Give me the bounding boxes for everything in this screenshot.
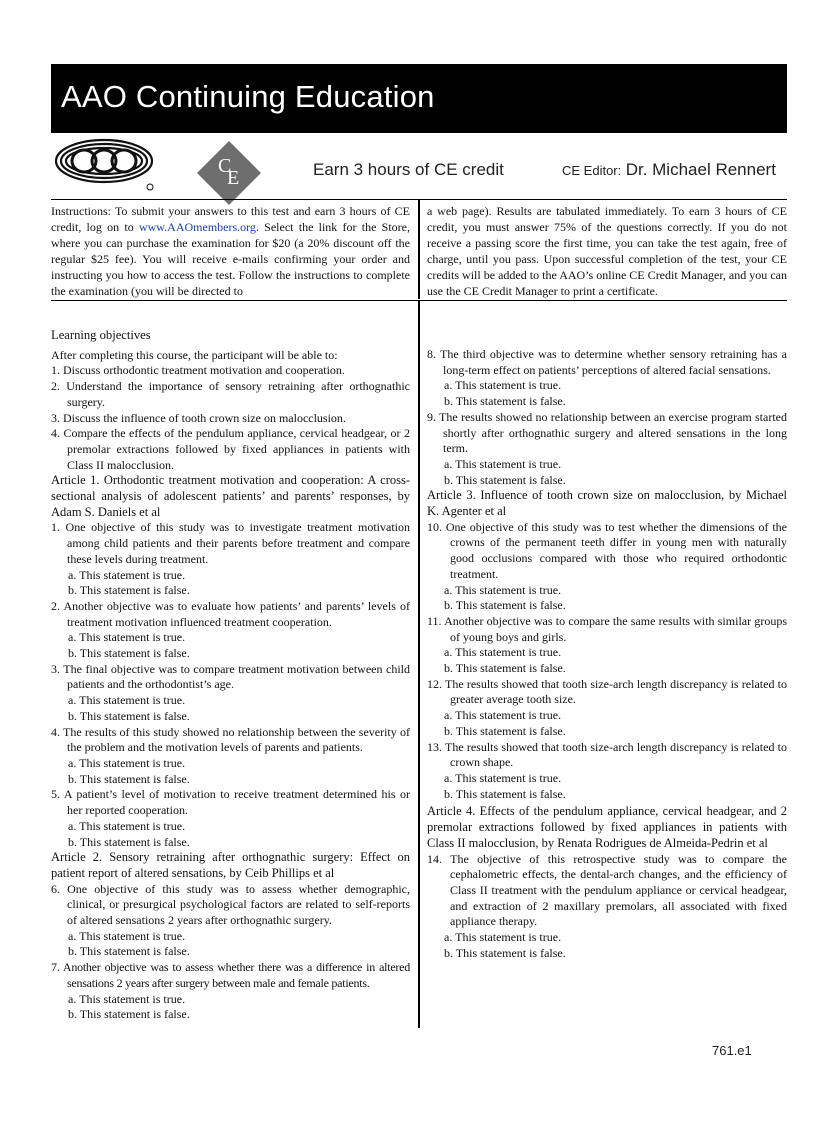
header-banner — [51, 64, 787, 133]
ce-editor-name: Dr. Michael Rennert — [625, 160, 776, 179]
answer-option[interactable]: a. This statement is true. — [444, 582, 562, 597]
answer-option[interactable]: a. This statement is true. — [68, 991, 186, 1006]
earn-credit-text: Earn 3 hours of CE credit — [313, 160, 504, 179]
answer-option[interactable]: b. This statement is false. — [68, 646, 190, 661]
question: 5. A patient’s level of motivation to receive treatment determined his or her reported cooperation. — [51, 787, 410, 818]
instructions-text-cont: . Select the link for the Store, where you can purchase the examination for $20 (a 20% discount off the regular $25 fee). You will receive e-mails confirming your order and instructing you how to access the test. Follow the instructions to complete the examination (you will be directed to — [51, 220, 411, 298]
column-divider — [418, 300, 420, 1028]
ce-editor-label: CE Editor: — [562, 163, 622, 178]
ce-logo-icon — [196, 140, 262, 206]
question: 7. Another objective was to assess whether there was a difference in altered sensations 2 years after surgery between male and female patients. — [51, 960, 410, 990]
answer-option[interactable]: b. This statement is false. — [444, 661, 566, 676]
ce-editor — [562, 160, 776, 180]
instructions-left — [51, 203, 410, 299]
answer-option[interactable]: b. This statement is false. — [444, 394, 566, 409]
answer-option[interactable]: a. This statement is true. — [444, 708, 562, 723]
answer-option[interactable]: b. This statement is false. — [444, 945, 566, 960]
article-heading: Article 4. Effects of the pendulum appliance, cervical headgear, and 2 premolar extractions followed by fixed appliances in patients with Class II malocclusion, by Renata Rodrigues de Almeida-Pedrin et al — [427, 804, 787, 850]
question: 4. The results of this study showed no relationship between the severity of the problem and the motivation levels of parents and patients. — [51, 724, 410, 755]
question: 9. The results showed no relationship between an exercise program started shortly after orthognathic surgery and altered sensations in the long term. — [427, 409, 787, 456]
instructions-bottom-rule — [51, 300, 787, 301]
question: 3. The final objective was to compare treatment motivation between child patients and the orthodontist’s age. — [51, 661, 410, 692]
question: 14. The objective of this retrospective study was to compare the cephalometric effects, the dental-arch changes, and the efficiency of Class II treatment with the pendulum appliance or cervical headgear, and extraction of 2 maxillary premolars, all associated with fixed appliance therapy. — [427, 851, 787, 929]
answer-option[interactable]: a. This statement is true. — [68, 630, 186, 645]
page-number: 761.e1 — [712, 1043, 752, 1058]
answer-option[interactable]: b. This statement is false. — [68, 944, 190, 959]
aao-members-link[interactable]: www.AAOmembers.org — [138, 220, 256, 234]
answer-option[interactable]: a. This statement is true. — [68, 818, 186, 833]
svg-text:C: C — [218, 155, 232, 177]
question: 11. Another objective was to compare the same results with similar groups of young boys and girls. — [427, 613, 787, 644]
objective-item: 4. Compare the effects of the pendulum appliance, cervical headgear, or 2 premolar extractions followed by fixed appliances in patients with Class II malocclusion. — [51, 426, 410, 472]
answer-option[interactable]: b. This statement is false. — [68, 834, 190, 849]
answer-option[interactable]: a. This statement is true. — [68, 755, 186, 770]
objective-item: 1. Discuss orthodontic treatment motivation and cooperation. — [51, 363, 345, 378]
question: 1. One objective of this study was to investigate treatment motivation among child patients and their parents before treatment and compare these levels during treatment. — [51, 520, 410, 566]
answer-option[interactable]: b. This statement is false. — [68, 771, 190, 786]
question: 12. The results showed that tooth size-arch length discrepancy is related to greater average tooth size. — [427, 676, 787, 707]
answer-option[interactable]: b. This statement is false. — [444, 598, 566, 613]
article-heading: Article 2. Sensory retraining after orthognathic surgery: Effect on patient report of altered sensations, by Ceib Phillips et al — [51, 850, 410, 880]
instructions-text: Instructions: To submit your answers to this test and earn 3 hours of CE credit, log on to — [51, 204, 410, 234]
question: 13. The results showed that tooth size-arch length discrepancy is related to crown shape. — [427, 739, 787, 770]
answer-option[interactable]: a. This statement is true. — [444, 378, 562, 393]
aao-logo-icon — [52, 137, 156, 193]
svg-text:E: E — [227, 167, 240, 189]
question: 10. One objective of this study was to test whether the dimensions of the crowns of the permanent teeth differ in young men with naturally good occlusions compared with those who required orthodontic treatment. — [427, 519, 787, 581]
question: 2. Another objective was to evaluate how patients’ and parents’ levels of treatment motivation influenced treatment cooperation. — [51, 598, 410, 629]
objective-item: 2. Understand the importance of sensory retraining after orthognathic surgery. — [51, 379, 410, 409]
page-title: AAO Continuing Education — [61, 79, 435, 114]
answer-option[interactable]: b. This statement is false. — [68, 1007, 190, 1022]
instructions-divider — [418, 200, 420, 299]
answer-option[interactable]: b. This statement is false. — [68, 583, 190, 598]
answer-option[interactable]: b. This statement is false. — [444, 723, 566, 738]
answer-option[interactable]: a. This statement is true. — [68, 567, 186, 582]
answer-option[interactable]: a. This statement is true. — [444, 456, 562, 471]
question: 6. One objective of this study was to assess whether demographic, clinical, or presurgical psychological factors are related to self-reports of altered sensations 2 years after orthognathic surgery. — [51, 881, 410, 928]
answer-option[interactable]: b. This statement is false. — [444, 472, 566, 487]
objectives-intro: After completing this course, the participant will be able to: — [51, 347, 338, 362]
answer-option[interactable]: a. This statement is true. — [444, 930, 562, 945]
article-heading: Article 1. Orthodontic treatment motivation and cooperation: A cross-sectional analysis of adolescent patients’ and parents’ responses, by Adam S. Daniels et al — [51, 473, 410, 519]
question: 8. The third objective was to determine whether sensory retraining has a long-term effect on patients’ perceptions of altered facial sensations. — [427, 347, 787, 377]
objectives-heading: Learning objectives — [51, 328, 151, 342]
article-heading: Article 3. Influence of tooth crown size on malocclusion, by Michael K. Agenter et al — [427, 488, 787, 519]
right-column — [427, 347, 787, 961]
answer-option[interactable]: b. This statement is false. — [444, 786, 566, 801]
answer-option[interactable]: a. This statement is true. — [444, 645, 562, 660]
answer-option[interactable]: b. This statement is false. — [68, 708, 190, 723]
answer-option[interactable]: a. This statement is true. — [444, 770, 562, 785]
left-column — [51, 328, 410, 1023]
answer-option[interactable]: a. This statement is true. — [68, 693, 186, 708]
instructions-right: a web page). Results are tabulated immediately. To earn 3 hours of CE credit, you must answer 75% of the questions correctly. If you do not receive a passing score the first time, you can take the test again, free of charge, until you pass. Upon successful completion of the test, your CE credits will be added to the AAO’s online CE Credit Manager, and you can use the CE Credit Manager to print a certificate. — [427, 204, 787, 298]
answer-option[interactable]: a. This statement is true. — [68, 928, 186, 943]
objective-item: 3. Discuss the influence of tooth crown size on malocclusion. — [51, 410, 346, 425]
